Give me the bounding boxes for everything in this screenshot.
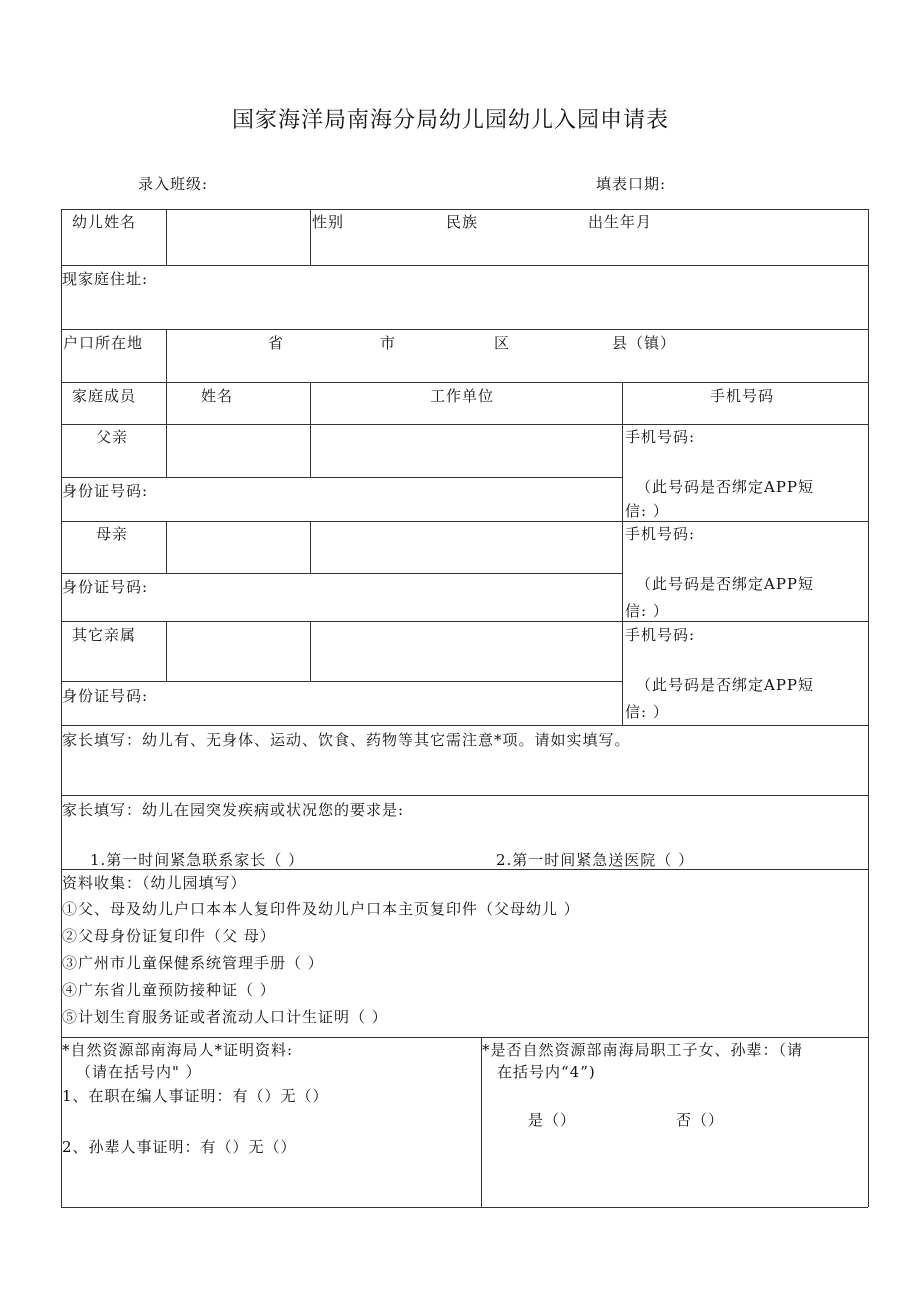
member-role: 母亲 [96,525,129,543]
phone-label: 手机号码: [625,525,696,543]
id-number-label: 身份证号码: [62,578,149,596]
phone-label: 手机号码: [625,428,696,446]
material-item: ④广东省儿童预防接种证（ ） [62,981,276,999]
child-name-label: 幼儿姓名 [72,213,137,231]
name-header: 姓名 [201,387,234,405]
address-label: 现家庭住址: [62,270,149,288]
phone-label: 手机号码: [625,626,696,644]
app-bind-label-2: 信: ） [625,703,669,721]
class-label: 录入班级: [138,175,209,193]
app-bind-label-2: 信: ） [625,602,669,620]
hukou-label: 户口所在地 [63,334,144,352]
phone-header: 手机号码 [710,387,775,405]
app-bind-label: （此号码是否绑定APP短 [636,478,815,496]
app-bind-label: （此号码是否绑定APP短 [636,676,815,694]
option-contact-parent: 1.第一时间紧急联系家长（ ） [90,851,305,869]
staff-no: 否（） [676,1111,725,1129]
material-item: ①父、母及幼儿户口本本人复印件及幼儿户口本主页复印件（父母幼儿 ） [62,900,580,918]
family-member-header: 家庭成员 [72,387,137,405]
form-title: 国家海洋局南海分局幼儿园幼儿入园申请表 [232,108,670,133]
material-item: ③广州市儿童保健系统管理手册（ ） [62,954,324,972]
date-label: 填表口期: [596,175,667,193]
province-label: 省 [268,334,285,352]
option-hospital: 2.第一时间紧急送医院（ ） [496,851,695,869]
proof-item-2: 2、孙辈人事证明：有（）无（） [62,1138,297,1156]
staff-yes: 是（） [528,1111,577,1129]
material-item: ②父母身份证复印件（父 母） [62,927,276,945]
district-label: 区 [494,334,511,352]
material-item: ⑤计划生育服务证或者流动人口计生证明（ ） [62,1008,388,1026]
city-label: 市 [380,334,397,352]
birth-label: 出生年月 [588,213,653,231]
app-bind-label-2: 信: ） [625,502,669,520]
materials-title: 资料收集：（幼儿园填写） [62,874,247,892]
county-label: 县（镇） [612,334,677,352]
proof-hint: （请在括号内" ） [76,1063,202,1081]
id-number-label: 身份证号码: [62,687,149,705]
work-header: 工作单位 [430,387,495,405]
gender-label: 性别 [312,213,345,231]
notes-emergency: 家长填写：幼儿在园突发疾病或状况您的要求是: [62,801,405,819]
member-role: 父亲 [96,428,129,446]
app-bind-label: （此号码是否绑定APP短 [636,575,815,593]
ethnicity-label: 民族 [446,213,479,231]
proof-item-1: 1、在职在编人事证明：有（）无（） [62,1087,329,1105]
staff-title: *是否自然资源部南海局职工子女、孙辈：（请 [482,1041,804,1059]
proof-title: *自然资源部南海局人*证明资料: [62,1041,294,1059]
staff-hint: 在括号内“4”) [497,1063,596,1081]
member-role: 其它亲属 [72,626,137,644]
notes-health: 家长填写：幼儿有、无身体、运动、饮食、药物等其它需注意*项。请如实填写。 [62,731,631,749]
id-number-label: 身份证号码: [62,482,149,500]
